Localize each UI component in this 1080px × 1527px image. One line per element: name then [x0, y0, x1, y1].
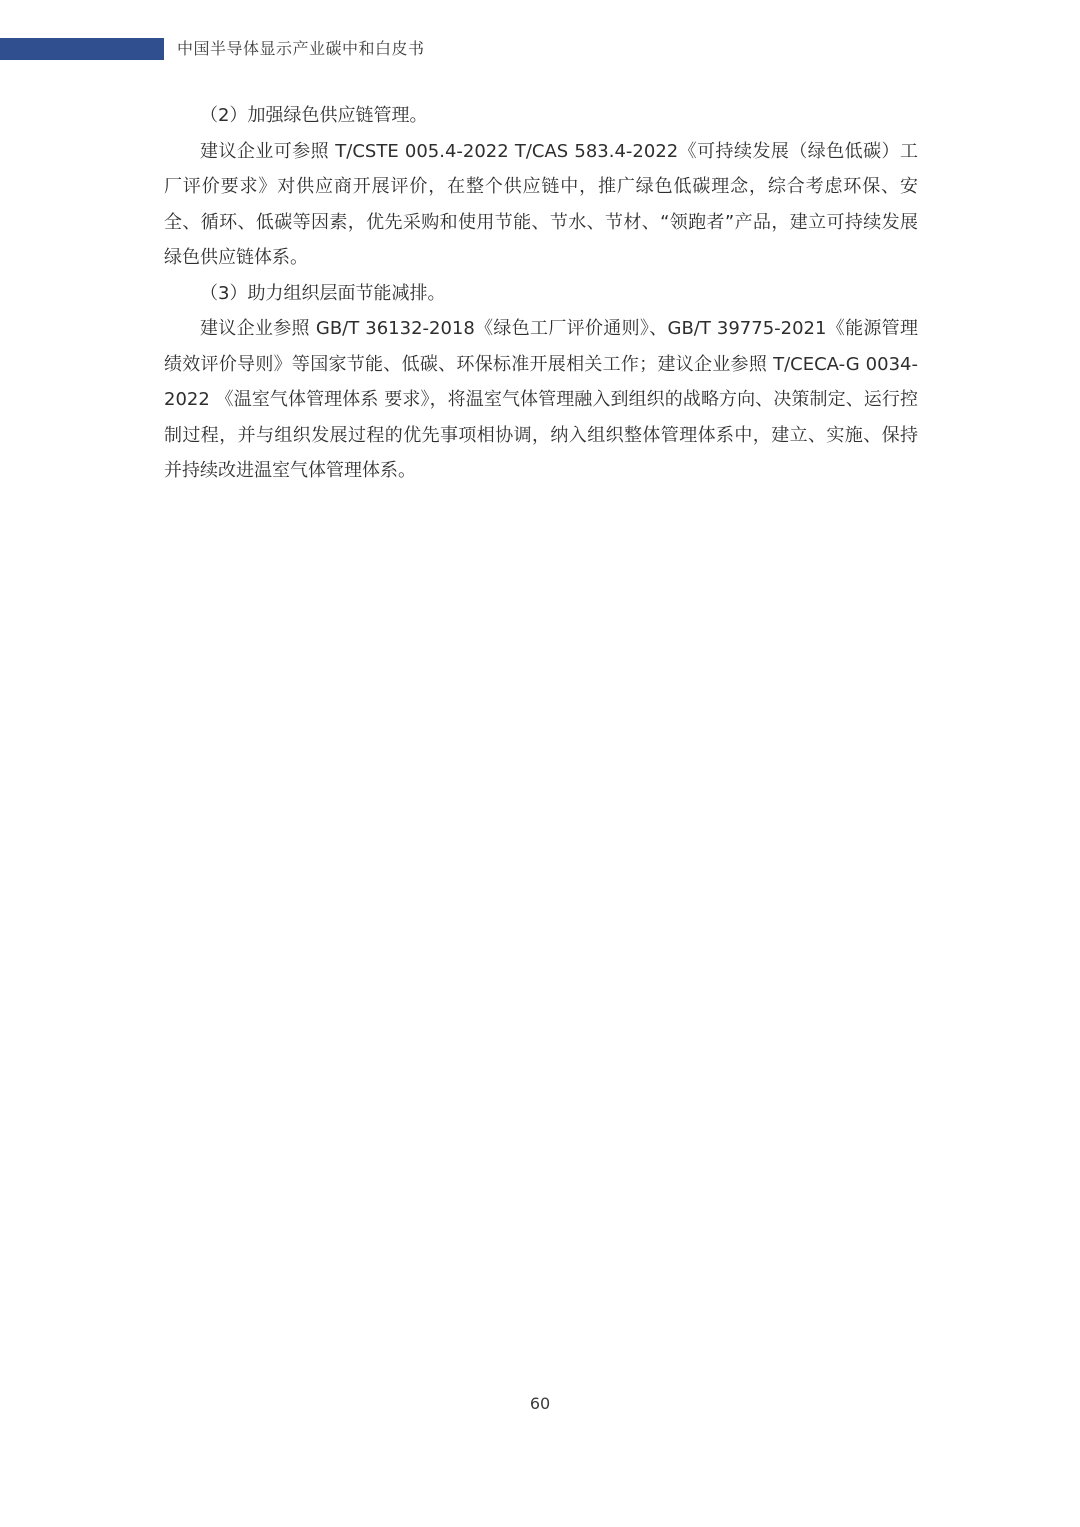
- paragraph-energy-saving: 建议企业参照 GB/T 36132-2018《绿色工厂评价通则》、GB/T 39775-2021《能源管理绩效评价导则》等国家节能、低碳、环保标准开展相关工作；建议企业参照 T/CECA-G 0034-2022 《温室气体管理体系 要求》，将温室气体管理融入到组织的战略方向、决策制定、运行控制过程，并与组织发展过程的优先事项相协调，纳入组织整体管理体系中，建立、实施、保持并持续改进温室气体管理体系。: [164, 318, 918, 481]
- subheading-green-supply-chain: （2）加强绿色供应链管理。: [200, 105, 428, 126]
- header-accent-bar: [0, 38, 164, 60]
- subheading-energy-saving: （3）助力组织层面节能减排。: [200, 282, 446, 304]
- body-text: [164, 98, 918, 489]
- document-title: 中国半导体显示产业碳中和白皮书: [177, 39, 425, 58]
- page-number: 60: [529, 1394, 551, 1413]
- paragraph-supply-chain: 建议企业可参照 T/CSTE 005.4-2022 T/CAS 583.4-2022《可持续发展（绿色低碳）工厂评价要求》对供应商开展评价，在整个供应链中，推广绿色低碳理念，综合考虑环保、安全、循环、低碳等因素，优先采购和使用节能、节水、节材、“领跑者”产品，建立可持续发展绿色供应链体系。: [164, 140, 918, 268]
